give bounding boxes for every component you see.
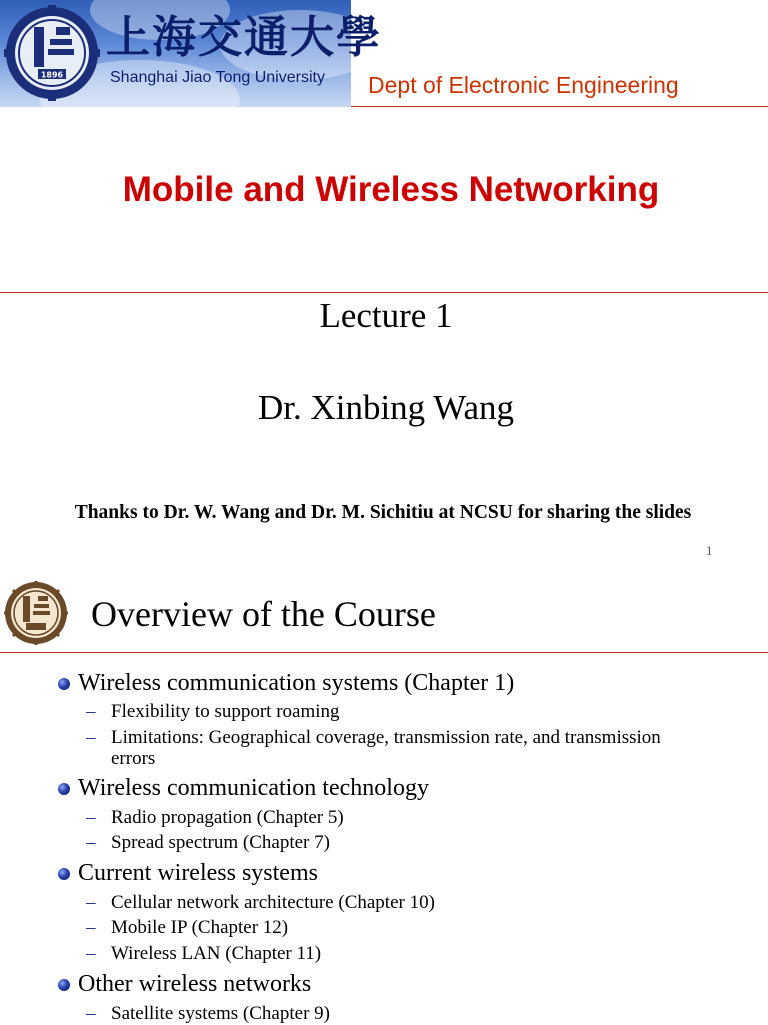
bullet-icon (58, 678, 70, 690)
university-seal-small-icon (4, 581, 68, 645)
bullet-icon (58, 868, 70, 880)
course-title: Mobile and Wireless Networking (122, 170, 660, 209)
seal-year: 1896 (40, 70, 64, 80)
dash-icon: – (86, 917, 96, 938)
section-heading: Other wireless networks (78, 971, 312, 997)
lecture-number: Lecture 1 (319, 296, 453, 335)
bullet-icon (58, 979, 70, 991)
dash-icon: – (86, 727, 96, 748)
university-seal-icon (4, 5, 100, 101)
page-number: 1 (706, 543, 713, 558)
dash-icon: – (86, 807, 96, 828)
department-name: Dept of Electronic Engineering (368, 72, 679, 98)
dash-icon: – (86, 1003, 96, 1024)
dash-icon: – (86, 892, 96, 913)
university-english-name: Shanghai Jiao Tong University (110, 69, 325, 86)
university-chinese-name: 上海交通大學 (106, 12, 382, 63)
author-name: Dr. Xinbing Wang (257, 388, 515, 427)
section-heading: Wireless communication systems (Chapter 1) (78, 670, 515, 696)
title-rule (0, 292, 768, 293)
bullet-icon (58, 783, 70, 795)
slide-title: Overview of the Course (91, 594, 436, 634)
dash-icon: – (86, 701, 96, 722)
dash-icon: – (86, 832, 96, 853)
acknowledgement: Thanks to Dr. W. Wang and Dr. M. Sichitiu at NCSU for sharing the slides (74, 502, 692, 523)
slide-title-rule (0, 652, 768, 653)
header-rule (351, 106, 768, 107)
section-heading: Current wireless systems (78, 860, 318, 886)
section-heading: Wireless communication technology (78, 775, 429, 801)
dash-icon: – (86, 943, 96, 964)
